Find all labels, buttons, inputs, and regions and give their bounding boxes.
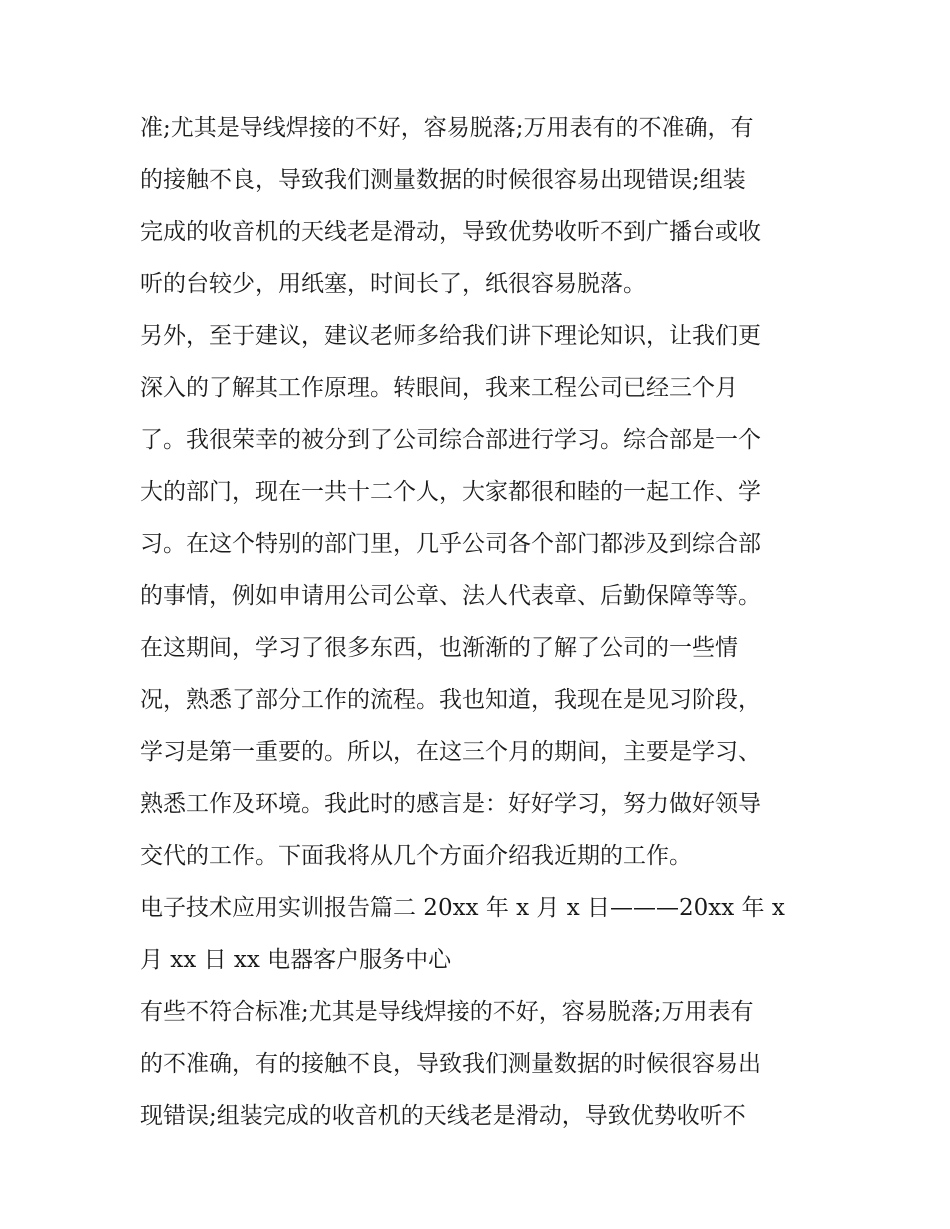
text-line: 深入的了解其工作原理。转眼间，我来工程公司已经三个月 bbox=[140, 375, 738, 401]
text-line: 有些不符合标准;尤其是导线焊接的不好，容易脱落;万用表有 bbox=[140, 999, 754, 1025]
text-line: 在这期间，学习了很多东西，也渐渐的了解了公司的一些情 bbox=[140, 635, 738, 661]
text-line: 熟悉工作及环境。我此时的感言是：好好学习，努力做好领导 bbox=[140, 791, 761, 817]
section-heading-line: 月 xx 日 xx 电器客户服务中心 bbox=[140, 947, 452, 973]
text-line: 的接触不良，导致我们测量数据的时候很容易出现错误;组装 bbox=[140, 167, 746, 193]
text-line: 习。在这个特别的部门里，几乎公司各个部门都涉及到综合部 bbox=[140, 531, 761, 557]
text-line: 的不准确，有的接触不良，导致我们测量数据的时候很容易出 bbox=[140, 1051, 761, 1077]
text-line: 交代的工作。下面我将从几个方面介绍我近期的工作。 bbox=[140, 843, 692, 869]
text-line: 完成的收音机的天线老是滑动，导致优势收听不到广播台或收 bbox=[140, 219, 761, 245]
text-line: 的事情，例如申请用公司公章、法人代表章、后勤保障等等。 bbox=[140, 583, 761, 609]
text-line: 学习是第一重要的。所以，在这三个月的期间，主要是学习、 bbox=[140, 739, 761, 765]
text-line: 另外，至于建议，建议老师多给我们讲下理论知识，让我们更 bbox=[140, 323, 761, 349]
document-body bbox=[140, 102, 820, 1142]
text-line: 况，熟悉了部分工作的流程。我也知道，我现在是见习阶段， bbox=[140, 687, 761, 713]
text-line: 现错误;组装完成的收音机的天线老是滑动，导致优势收听不 bbox=[140, 1103, 746, 1129]
text-line: 准;尤其是导线焊接的不好，容易脱落;万用表有的不准确，有 bbox=[140, 115, 754, 141]
text-line: 了。我很荣幸的被分到了公司综合部进行学习。综合部是一个 bbox=[140, 427, 761, 453]
text-line: 听的台较少，用纸塞，时间长了，纸很容易脱落。 bbox=[140, 271, 646, 297]
section-heading-line: 电子技术应用实训报告篇二 20xx 年 x 月 x 日———20xx 年 x bbox=[140, 895, 785, 921]
text-line: 大的部门，现在一共十二个人，大家都很和睦的一起工作、学 bbox=[140, 479, 761, 505]
